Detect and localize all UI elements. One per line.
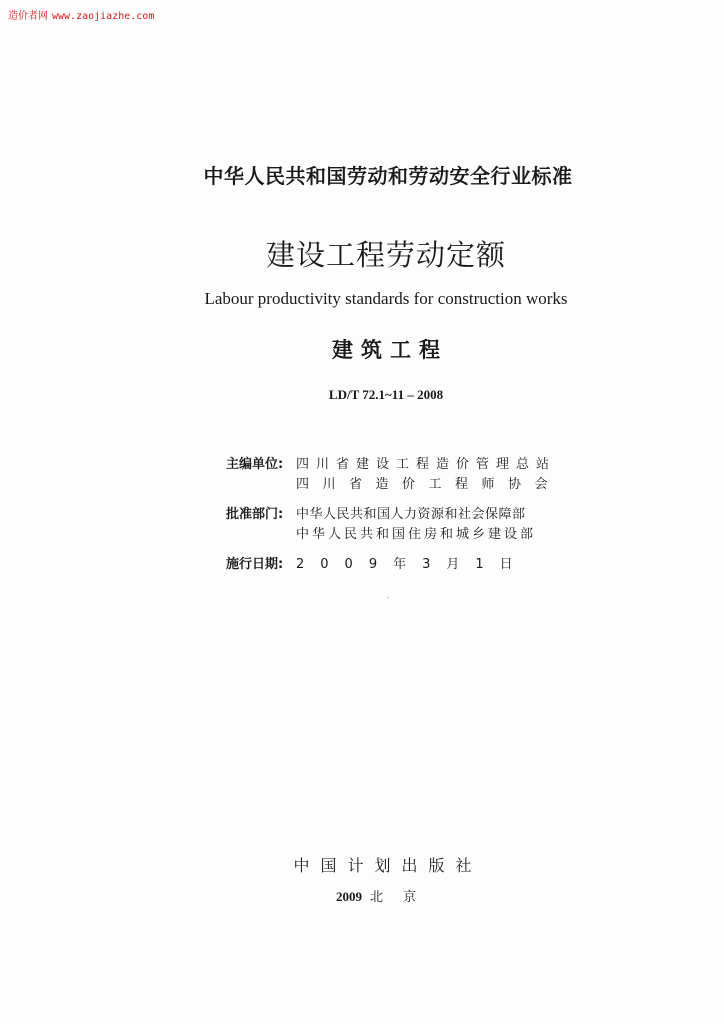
approver-label: 批准部门: <box>226 507 284 522</box>
publisher-name: 中国计划出版社 <box>293 856 483 875</box>
editor-values <box>296 455 561 495</box>
effective-date-row <box>226 555 566 575</box>
editor-value-2: 四川省造价工程师协会 <box>296 477 562 492</box>
publication-year: 2009 <box>335 889 362 904</box>
scan-speck <box>387 597 389 598</box>
approver-values <box>296 505 536 545</box>
document-title-en: Labour productivity standards for construction works <box>204 289 568 308</box>
watermark-url[interactable]: www.zaojiazhe.com <box>52 11 155 22</box>
watermark-site-name: 造价者网 <box>8 11 48 22</box>
document-title-cn: 建设工程劳动定额 <box>265 238 506 272</box>
editor-row <box>226 455 566 495</box>
publication-info <box>226 455 566 585</box>
publication-place <box>24 886 724 905</box>
publication-city: 北京 <box>369 890 436 905</box>
effective-date-values <box>296 555 529 575</box>
approver-value-2: 中华人民共和国住房和城乡建设部 <box>296 527 537 542</box>
approver-row <box>226 505 566 545</box>
industry-standard-heading: 中华人民共和国劳动和劳动安全行业标准 <box>203 164 573 188</box>
editor-label: 主编单位: <box>226 457 284 472</box>
standard-code: LD/T 72.1~11 – 2008 <box>328 387 444 402</box>
editor-value-1: 四川省建设工程造价管理总站 <box>296 457 557 472</box>
approver-value-1: 中华人民共和国人力资源和社会保障部 <box>296 507 526 522</box>
watermark <box>8 7 154 22</box>
document-subtitle: 建筑工程 <box>332 338 448 362</box>
effective-date-label: 施行日期: <box>226 557 284 572</box>
effective-date-value: 2009年3月1日 <box>296 557 529 572</box>
